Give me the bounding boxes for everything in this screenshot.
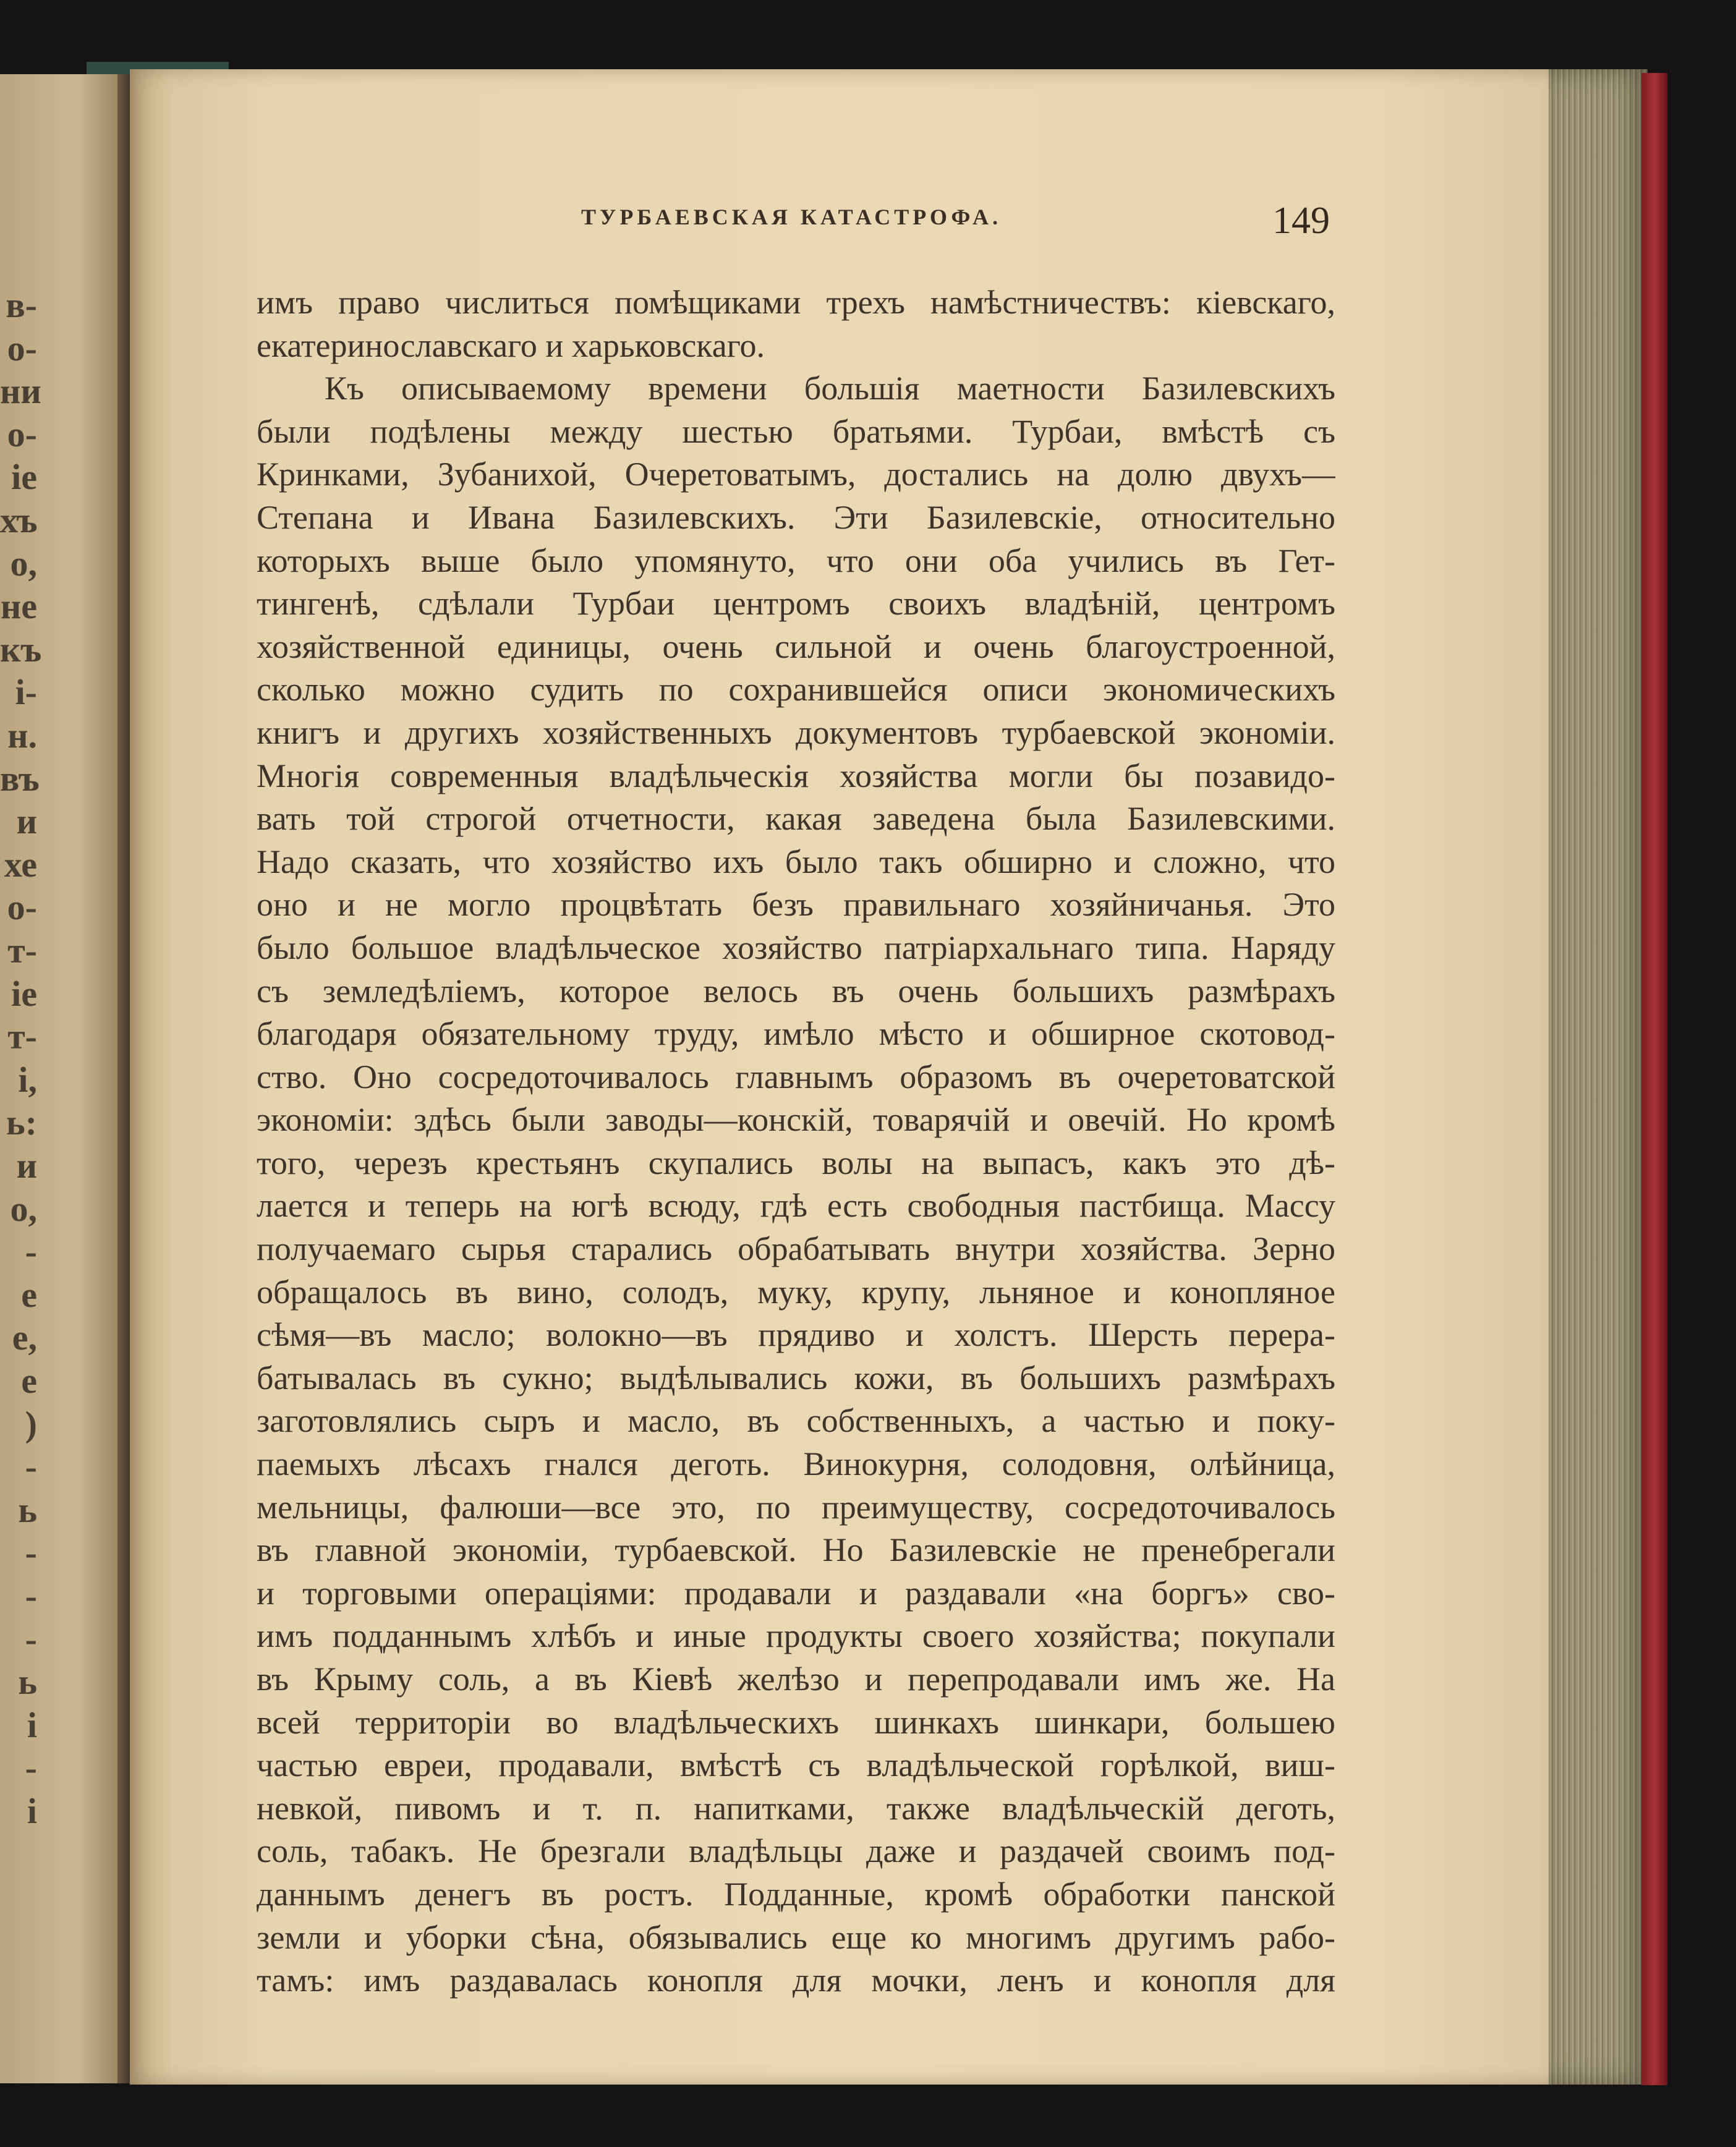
text-line: заготовлялись сыръ и масло, въ собственныхъ, а частью и поку- (257, 1402, 1335, 1440)
text-line: имъ подданнымъ хлѣбъ и иные продукты своего хозяйства; покупали (257, 1617, 1335, 1655)
text-line: обращалось въ вино, солодъ, муку, крупу, льняное и конопляное (257, 1273, 1335, 1311)
text-line: сколько можно судить по сохранившейся описи экономическихъ (257, 671, 1335, 708)
text-line: сѣмя—въ масло; волокно—въ прядиво и холстъ. Шерсть перера- (257, 1316, 1335, 1354)
text-line: были подѣлены между шестью братьями. Турбаи, вмѣстѣ съ (257, 412, 1335, 450)
text-line: того, черезъ крестьянъ скупались волы на выпасъ, какъ это дѣ- (257, 1144, 1335, 1181)
text-line: паемыхъ лѣсахъ гнался деготь. Винокурня, солодовня, олѣйница, (257, 1445, 1335, 1483)
red-cover-edge (1641, 73, 1667, 2085)
page-number: 149 (1272, 200, 1330, 242)
left-page-fragment: іе (11, 457, 37, 498)
left-page (0, 74, 137, 2083)
text-line: хозяйственной единицы, очень сильной и очень благоустроенной, (257, 627, 1335, 665)
left-page-fragment: о, (10, 1188, 37, 1229)
text-line: имъ право числиться помѣщиками трехъ намѣстничествъ: кіевскаго, (257, 284, 1335, 321)
left-page-fragment: ) (25, 1403, 37, 1444)
left-page-fragment: - (25, 1447, 37, 1487)
body-text (257, 281, 1335, 2002)
text-line: тамъ: имъ раздавалась конопля для мочки, ленъ и конопля для (257, 1962, 1335, 1999)
page-edges (1549, 69, 1648, 2085)
text-line: Степана и Ивана Базилевскихъ. Эти Базилевскіе, относительно (257, 498, 1335, 536)
left-page-fragment: і (27, 1791, 37, 1831)
left-page-fragment: хъ (0, 500, 38, 540)
text-line: было большое владѣльческое хозяйство патріархальнаго типа. Наряду (257, 929, 1335, 966)
left-page-fragment: ь (18, 1662, 37, 1703)
text-line: екатеринославскаго и харьковскаго. (257, 326, 765, 364)
left-page-fragment: хе (4, 844, 37, 885)
left-page-fragment: н. (7, 715, 37, 755)
text-line: батывалась въ сукно; выдѣлывались кожи, въ большихъ размѣрахъ (257, 1359, 1335, 1397)
text-line: соль, табакъ. Не брезгали владѣльцы даже и раздачей своимъ под- (257, 1832, 1335, 1870)
text-line: мельницы, фалюши—все это, по преимуществу, сосредоточивалось (257, 1488, 1335, 1526)
left-page-fragment: ь (18, 1489, 37, 1530)
left-page-fragment: ни (0, 371, 41, 412)
left-page-fragment: о- (7, 887, 37, 928)
left-page-fragment: е (21, 1274, 37, 1315)
text-line: невкой, пивомъ и т. п. напитками, также владѣльческій деготь, (257, 1789, 1335, 1827)
left-page-fragment: къ (0, 629, 42, 670)
text-line: лается и теперь на югѣ всюду, гдѣ есть свободныя пастбища. Массу (257, 1187, 1335, 1225)
left-page-fragment: іе (11, 973, 37, 1014)
left-page-fragment: і, (18, 1059, 37, 1100)
left-page-fragment: и (16, 1146, 37, 1186)
text-line: всей территоріи во владѣльческихъ шинкахъ шинкари, большею (257, 1703, 1335, 1741)
left-page-fragment: і (27, 1704, 37, 1745)
left-page-fragment: и (16, 801, 37, 842)
text-line: съ земледѣліемъ, которое велось въ очень большихъ размѣрахъ (257, 972, 1335, 1010)
text-line: земли и уборки сѣна, обязывались еще ко многимъ другимъ рабо- (257, 1918, 1335, 1956)
text-line: Надо сказать, что хозяйство ихъ было такъ обширно и сложно, что (257, 843, 1335, 880)
text-line: даннымъ денегъ въ ростъ. Подданные, кромѣ обработки панской (257, 1875, 1335, 1913)
text-line: вать той строгой отчетности, какая заведена была Базилевскими. (257, 800, 1335, 838)
text-line: ство. Оно сосредоточивалось главнымъ образомъ въ очеретоватской (257, 1058, 1335, 1095)
text-line: частью евреи, продавали, вмѣстѣ съ владѣльческой горѣлкой, виш- (257, 1746, 1335, 1784)
text-line: оно и не могло процвѣтать безъ правильнаго хозяйничанья. Это (257, 886, 1335, 924)
text-line: книгъ и другихъ хозяйственныхъ документовъ турбаевской экономіи. (257, 713, 1335, 751)
left-page-fragment: о, (10, 543, 37, 584)
left-page-fragment: т- (7, 1016, 37, 1057)
running-head: ТУРБАЕВСКАЯ КАТАСТРОФА. (581, 205, 1002, 229)
left-page-fragment: е, (12, 1317, 37, 1358)
text-line: Кринками, Зубанихой, Очеретоватымъ, достались на долю двухъ— (257, 456, 1335, 493)
left-page-fragment: - (25, 1576, 37, 1616)
text-line: тингенѣ, сдѣлали Турбаи центромъ своихъ владѣній, центромъ (257, 585, 1335, 623)
left-page-fragment: - (25, 1231, 37, 1272)
text-line: экономіи: здѣсь были заводы—конскій, товарячій и овечій. Но кромѣ (257, 1101, 1335, 1139)
left-page-fragment: - (25, 1748, 37, 1788)
text-line: въ Крыму соль, а въ Кіевѣ желѣзо и перепродавали имъ же. На (257, 1660, 1335, 1698)
text-line: которыхъ выше было упомянуто, что они оба учились въ Гет- (257, 542, 1335, 579)
left-page-fragment: ь: (6, 1102, 37, 1143)
left-page-fragment: о- (7, 328, 37, 368)
left-page-fragment: т- (7, 930, 37, 971)
left-page-fragment: не (0, 586, 37, 627)
left-page-fragment: в- (6, 285, 37, 325)
left-page-fragment: о- (7, 414, 37, 454)
left-page-fragment: - (25, 1533, 37, 1573)
left-page-fragment: въ (0, 758, 40, 799)
text-line: Къ описываемому времени большія маетности Базилевскихъ (325, 370, 1335, 407)
text-line: получаемаго сырья старались обрабатывать внутри хозяйства. Зерно (257, 1230, 1335, 1268)
text-line: и торговыми операціями: продавали и раздавали «на боргъ» сво- (257, 1574, 1335, 1612)
left-page-fragment: і- (15, 672, 37, 713)
text-line: въ главной экономіи, турбаевской. Но Базилевскіе не пренебрегали (257, 1531, 1335, 1569)
text-line: Многія современныя владѣльческія хозяйства могли бы позавидо- (257, 757, 1335, 794)
left-page-fragment: - (25, 1618, 37, 1659)
text-line: благодаря обязательному труду, имѣло мѣсто и обширное скотовод- (257, 1015, 1335, 1053)
left-page-fragment: е (21, 1361, 37, 1401)
